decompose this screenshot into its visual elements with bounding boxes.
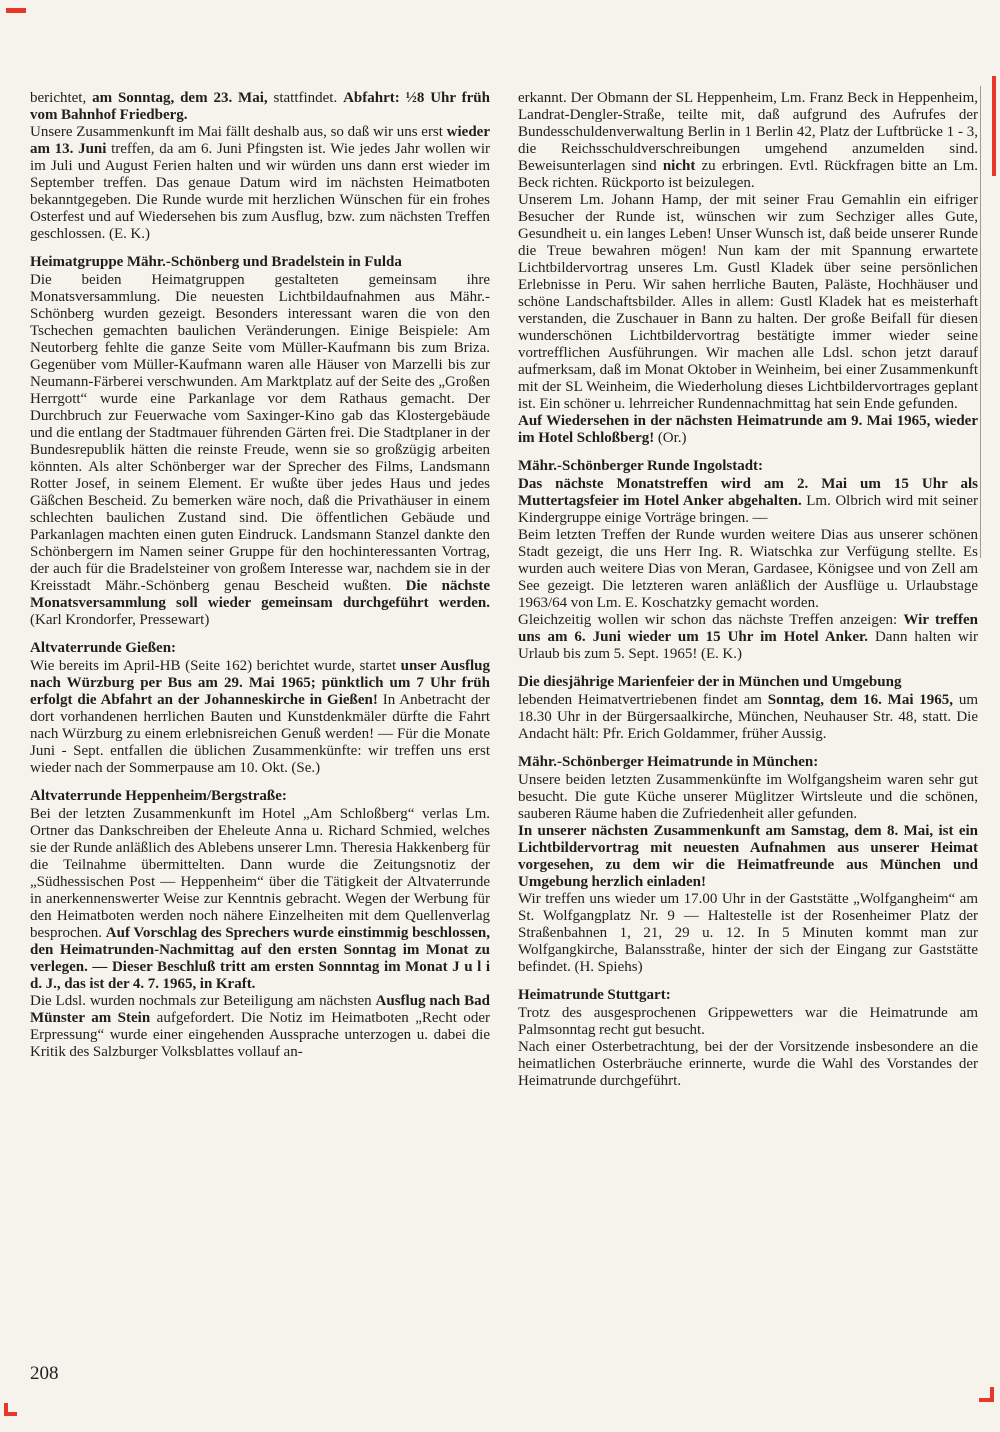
- paragraph: [30, 658, 490, 777]
- section-heading: [30, 254, 490, 271]
- body-text: Die Ldsl. wurden nochmals zur Beteiligung am nächsten: [30, 993, 376, 1009]
- paragraph: [518, 772, 978, 823]
- paragraph: [518, 1039, 978, 1090]
- paragraph: [30, 993, 490, 1061]
- body-text: (Or.): [654, 430, 687, 446]
- bold-text: In unserer nächsten Zusammenkunft am Samstag, dem 8. Mai, ist ein Lichtbildervortrag mit neuesten Aufnahmen aus unserer Heimat vorgesehen, zu dem wir die Heimatfreunde aus München und Umgebung herzlich einladen!: [518, 823, 978, 890]
- paragraph: [518, 192, 978, 413]
- bold-text: wieder am 13. Juni: [30, 124, 490, 157]
- body-text: Unsere Zusammenkunft im Mai fällt deshalb aus, so daß wir uns erst: [30, 124, 447, 140]
- body-text: Unsere beiden letzten Zusammenkünfte im Wolfgangsheim waren sehr gut besucht. Die gute Küche unserer Müglitzer Wirtsleute und die schönen, sauberen Räume haben die Zufriedenheit aller gefunden.: [518, 772, 978, 822]
- bold-text: am Sonntag, dem 23. Mai,: [92, 90, 268, 106]
- section-heading: [518, 754, 978, 771]
- right-column: [518, 90, 978, 1090]
- text-columns: [30, 90, 978, 1090]
- bold-text: Wir treffen uns am 6. Juni wieder um 15 Uhr im Hotel Anker.: [518, 612, 978, 645]
- page-number: 208: [30, 1363, 59, 1384]
- section-heading: [30, 640, 490, 657]
- bold-text: Auf Vorschlag des Sprechers wurde einstimmig beschlossen, den Heimatrunden-Nachmittag auf den ersten Sonntag im Monat zu verlegen. — Dieser Beschluß tritt am ersten Sonnntag im Monat J u l i d. J., das ist der 4. 7. 1965, in Kraft.: [30, 925, 491, 992]
- bold-text: Mähr.-Schönberger Runde Ingolstadt:: [518, 458, 764, 474]
- body-text: treffen, da am 6. Juni Pfingsten ist. Wie jedes Jahr wollen wir im Juli und August Ferien halten und wir würden uns dann erst wieder im September treffen. Das genaue Datum wird im nächsten Heimatboten bekanntgegeben. Die Runde wurde mit herzlichen Wünschen für ein frohes Osterfest und auf Wiedersehen bis zum Ausflug, bzw. zum nächsten Treffen geschlossen. (E. K.): [30, 141, 490, 242]
- bold-text: Sonntag, dem 16. Mai 1965,: [767, 692, 954, 708]
- section-heading: [518, 458, 978, 475]
- bold-text: unser Ausflug nach Würzburg per Bus am 29. Mai 1965; pünktlich um 7 Uhr früh erfolgt die Abfahrt an der Johanneskirche in Gießen!: [30, 658, 490, 708]
- body-text: um 18.30 Uhr in der Bürgersaalkirche, München, Neuhauser Str. 48, statt. Die Andacht hält: Pfr. Erich Goldammer, früher Aussig.: [518, 692, 978, 742]
- paragraph: [30, 90, 490, 124]
- paragraph: [518, 891, 978, 976]
- page-edge-line: [980, 86, 981, 558]
- registration-mark-bottom-right: [979, 1387, 994, 1402]
- body-text: Gleichzeitig wollen wir schon das nächste Treffen anzeigen:: [518, 612, 904, 628]
- paragraph: [518, 612, 978, 663]
- bold-text: Die nächste Monatsversammlung soll wieder gemeinsam durchgeführt werden.: [30, 578, 490, 611]
- paragraph: [30, 806, 490, 993]
- paragraph: [518, 413, 978, 447]
- body-text: lebenden Heimatvertriebenen findet am: [518, 692, 768, 708]
- body-text: Nach einer Osterbetrachtung, bei der der Vorsitzende insbesondere an die heimatlichen Osterbräuche erinnerte, wurde die Wahl des Vorstandes der Heimatrunde durchgeführt.: [518, 1039, 978, 1089]
- section-heading: [518, 987, 978, 1004]
- bold-text: Heimatgruppe Mähr.-Schönberg und Bradelstein in Fulda: [30, 254, 402, 270]
- section-heading: [30, 788, 490, 805]
- bold-text: Die diesjährige Marienfeier der in München und Umgebung: [518, 674, 902, 690]
- paragraph: [518, 1005, 978, 1039]
- paragraph: [518, 692, 978, 743]
- paragraph: [30, 124, 490, 243]
- bold-text: Abfahrt: ½8 Uhr früh vom Bahnhof Friedberg.: [30, 90, 490, 123]
- bold-text: nicht: [662, 158, 696, 174]
- body-text: berichtet,: [30, 90, 93, 106]
- left-column: [30, 90, 490, 1090]
- body-text: zu erbringen. Evtl. Rückfragen bitte an Lm. Beck richten. Rückporto ist beizulegen.: [518, 158, 978, 191]
- body-text: Wie bereits im April-HB (Seite 162) berichtet wurde, startet: [30, 658, 401, 674]
- body-text: Bei der letzten Zusammenkunft im Hotel „Am Schloßberg“ verlas Lm. Ortner das Dankschreiben der Eheleute Anna u. Richard Schmied, welches sie der Runde anläßlich des Ablebens unserer Lmn. Theresia Hakkenberg für die Teilnahme übermittelten. Dann wurde die Zeitungsnotiz der „Südhessischen Post — Heppenheim“ über die Tätigkeit der Altvaterrunde in anerkennenswerter Weise zur Kenntnis gebracht. Wegen der Werbung für den Heimatboten werden noch nähere Einzelheiten mit dem Quellenverlag besprochen.: [30, 806, 490, 941]
- bold-text: Heimatrunde Stuttgart:: [518, 987, 671, 1003]
- paragraph: [518, 90, 978, 192]
- body-text: Lm. Olbrich wird mit seiner Kindergruppe einige Vorträge bringen. —: [518, 493, 979, 526]
- section-heading: [518, 674, 978, 691]
- body-text: (Karl Krondorfer, Pressewart): [30, 612, 210, 628]
- registration-mark-top-left: [6, 8, 26, 13]
- paragraph: [518, 527, 978, 612]
- body-text: aufgefordert. Die Notiz im Heimatboten „Recht oder Erpressung“ wurde einer eingehenden Aussprache unterzogen u. dabei die Kritik des Salzburger Volksblattes vollauf an-: [30, 1010, 490, 1060]
- body-text: Unserem Lm. Johann Hamp, der mit seiner Frau Gemahlin ein eifriger Besucher der Runde ist, wünschen wir zum Sechziger alles Gute, Gesundheit u. ein langes Leben! Unser Wunsch ist, daß beide unserer Runde die Treue bewahren mögen! Nun kam der mit Spannung erwartete Lichtbildervortrag unseres Lm. Gustl Kladek über seine persönlichen Erlebnisse in Peru. Wir sahen herrliche Bauten, Paläste, Hochhäuser und schöne Landschaftsbilder. Alles in allem: Gustl Kladek hat es meisterhaft verstanden, die Zuschauer in Bann zu halten. Der große Beifall für diesen wunderschönen Lichtbildervortrag bestätigte immer wieder seine vortrefflichen Ausführungen. Wir machen alle Ldsl. schon jetzt darauf aufmerksam, daß im Monat Oktober in Weinheim, bei einer Zusammenkunft mit der SL Weinheim, die Wiederholung dieses Lichtbildervortrages geplant ist. Ein schöner u. lehrreicher Rundennachmittag hat sein Ende gefunden.: [518, 192, 978, 412]
- bold-text: Altvaterrunde Heppenheim/Bergstraße:: [30, 788, 287, 804]
- body-text: Wir treffen uns wieder um 17.00 Uhr in der Gaststätte „Wolfgangheim“ am St. Wolfgangplatz Nr. 9 — Haltestelle ist der Rosenheimer Platz der Straßenbahnen 1, 21, 29 u. 12. In 5 Minuten kommt man zur Wolfgangkirche, Balansstraße, hinter der sich der Eingang zur Gaststätte befindet. (H. Spiehs): [518, 891, 978, 975]
- registration-mark-top-right: [992, 76, 996, 176]
- paragraph: [518, 476, 978, 527]
- body-text: erkannt. Der Obmann der SL Heppenheim, Lm. Franz Beck in Heppenheim, Landrat-Dengler-Straße, teilte mit, daß aufgrund des Aufrufes der Bundesschuldenverwaltung Berlin in 1 Berlin 42, Platz der Luftbrücke 1 - 3, die Reichsschuldverschreibungen umgehend anzumelden sind. Beweisunterlagen sind: [518, 90, 978, 174]
- body-text: Trotz des ausgesprochenen Grippewetters war die Heimatrunde am Palmsonntag recht gut besucht.: [518, 1005, 978, 1038]
- bold-text: Auf Wiedersehen in der nächsten Heimatrunde am 9. Mai 1965, wieder im Hotel Schloßberg!: [518, 413, 978, 446]
- body-text: Die beiden Heimatgruppen gestalteten gemeinsam ihre Monatsversammlung. Die neuesten Lichtbildaufnahmen aus Mähr.-Schönberg wurden gezeigt. Besonders interessant waren die von den Tschechen gemachten baulichen Veränderungen. Einige Beispiele: Am Neutorberg fehlte die ganze Seite vom Müller-Kaufmann bis zum Briza. Gegenüber vom Müller-Kaufmann waren alle Häuser von Marzelli bis zur Neumann-Färberei verschwunden. Am Marktplatz auf der Seite des „Großen Herrgott“ wurde eine Parkanlage vor dem Rathaus gemacht. Der Durchbruch zur Feuerwache vom Saxinger-Kino gab das Klostergebäude und die entlang der Stadtmauer führenden Gärten frei. Die Stadtplaner in der Bundesrepublik hätten die reinste Freude, wenn sie so großzügig arbeiten könnten. Als alter Schönberger war der Sprecher des Films, Landsmann Rotter Josef, in seinem Element. Er wußte über jedes Haus und jedes Gäßchen Bescheid. Zu bemerken wäre noch, daß die Privathäuser in einem schlechten baulichen Zustand sind. Die öffentlichen Gebäude und Parkanlagen machten einen guten Eindruck. Landsmann Stanzel dankte den Schönbergern im Namen seiner Gruppe für den hochinteressanten Vortrag, der auch für die Bradelsteiner von großem Interesse war, nachdem sie in der Kreisstadt Mähr.-Schönberg genau Bescheid wußten.: [30, 272, 490, 594]
- bold-text: Ausflug nach Bad Münster am Stein: [30, 993, 490, 1026]
- bold-text: Das nächste Monatstreffen wird am 2. Mai um 15 Uhr als Muttertagsfeier im Hotel Anker abgehalten.: [518, 476, 978, 509]
- body-text: In Anbetracht der dort vorhandenen herrlichen Bauten und Kunstdenkmäler dürfte die Fahrt nach Würzburg zu einem erlebnisreichen Genuß werden! — Für die Monate Juni - Sept. entfallen die üblichen Zusammenkünfte: wir treffen uns erst wieder nach der Sommerpause am 10. Okt. (Se.): [30, 692, 490, 776]
- bold-text: Mähr.-Schönberger Heimatrunde in München:: [518, 754, 819, 770]
- body-text: Dann halten wir Urlaub bis zum 5. Sept. 1965! (E. K.): [518, 629, 978, 662]
- registration-mark-bottom-left: [4, 1403, 17, 1416]
- paragraph: [30, 272, 490, 629]
- body-text: stattfindet.: [267, 90, 344, 106]
- paragraph: [518, 823, 978, 891]
- body-text: Beim letzten Treffen der Runde wurden weitere Dias aus unserer schönen Stadt gezeigt, die uns Herr Ing. R. Wiatschka zur Verfügung stellte. Es wurden auch weitere Dias von Meran, Gardasee, Königsee und von Zell am See gezeigt. Die letzteren waren anläßlich der Ausflüge u. Urlaubstage 1963/64 von Lm. E. Koschatzky gemacht worden.: [518, 527, 978, 611]
- bold-text: Altvaterrunde Gießen:: [30, 640, 177, 656]
